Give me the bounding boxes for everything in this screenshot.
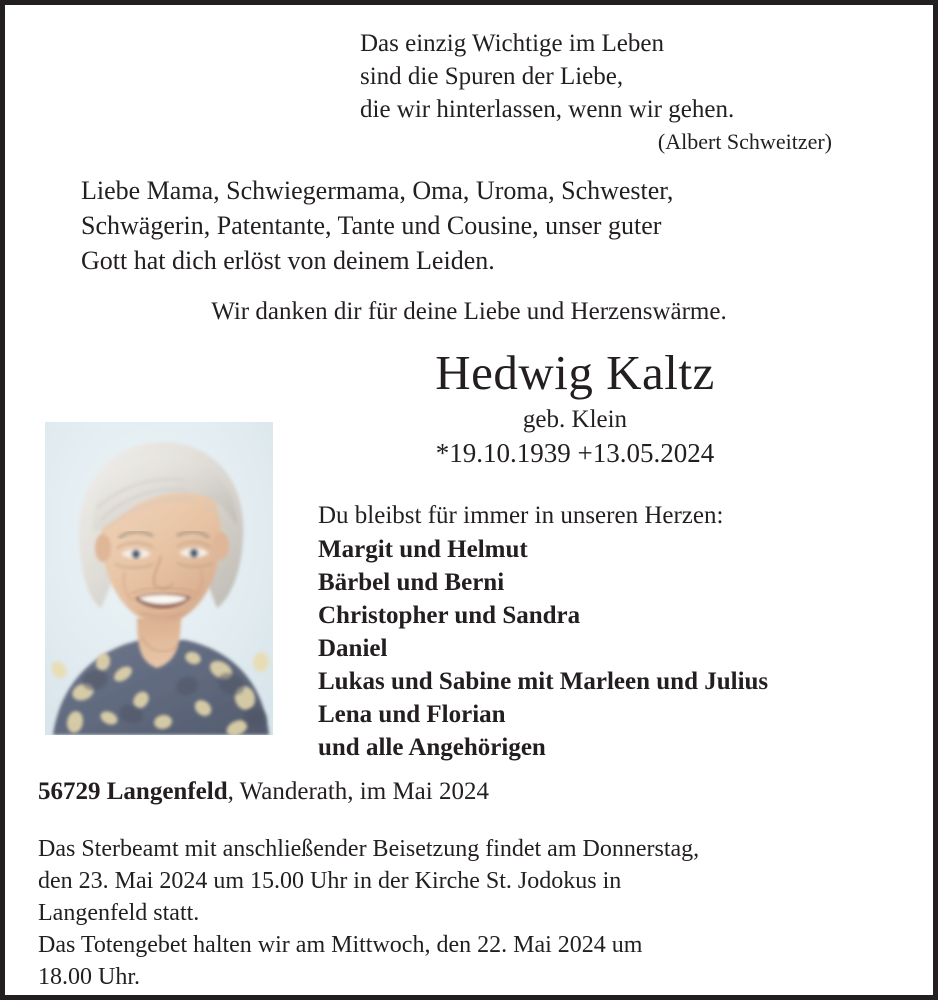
quote-line-3: die wir hinterlassen, wenn wir gehen. xyxy=(360,96,735,123)
salutation-line-1: Liebe Mama, Schwiegermama, Oma, Uroma, Schwester, xyxy=(81,176,674,205)
portrait-illustration xyxy=(45,422,273,735)
quote-line-1: Das einzig Wichtige im Leben xyxy=(360,30,664,57)
funeral-line-2: den 23. Mai 2024 um 15.00 Uhr in der Kirche St. Jodokus in xyxy=(38,868,622,894)
deceased-name-block xyxy=(305,345,845,470)
survivor-name: Christopher und Sandra xyxy=(318,602,581,629)
survivors-block xyxy=(318,499,928,764)
funeral-line-5: 18.00 Uhr. xyxy=(38,964,140,990)
quote-author: (Albert Schweitzer) xyxy=(657,129,832,154)
quote-line-2: sind die Spuren der Liebe, xyxy=(360,63,624,90)
thanks-line: Wir danken dir für deine Liebe und Herzenswärme. xyxy=(211,298,727,325)
survivor-name: Lukas und Sabine mit Marleen und Julius xyxy=(318,668,769,695)
deceased-maiden-name: geb. Klein xyxy=(522,406,628,433)
survivor-name: Daniel xyxy=(318,635,388,662)
place-line xyxy=(38,776,489,808)
deceased-life-dates: *19.10.1939 +13.05.2024 xyxy=(435,438,715,468)
portrait-photo xyxy=(45,422,273,735)
quote-block xyxy=(360,27,880,157)
salutation-line-2: Schwägerin, Patentante, Tante und Cousine, unser guter xyxy=(81,211,662,240)
salutation-line-3: Gott hat dich erlöst von deinem Leiden. xyxy=(81,246,495,275)
place-rest: , Wanderath, im Mai 2024 xyxy=(227,778,489,805)
survivor-name: Margit und Helmut xyxy=(318,536,528,563)
survivor-name: Bärbel und Berni xyxy=(318,569,505,596)
survivor-name: Lena und Florian xyxy=(318,701,506,728)
salutation-paragraph xyxy=(81,173,871,278)
funeral-line-4: Das Totengebet halten wir am Mittwoch, den 22. Mai 2024 um xyxy=(38,932,643,958)
funeral-line-1: Das Sterbeamt mit anschließender Beisetzung findet am Donnerstag, xyxy=(38,836,700,862)
funeral-details xyxy=(38,833,918,993)
survivor-name: und alle Angehörigen xyxy=(318,734,546,761)
survivors-intro: Du bleibst für immer in unseren Herzen: xyxy=(318,502,724,529)
place-postal-city: 56729 Langenfeld xyxy=(38,778,228,805)
deceased-name: Hedwig Kaltz xyxy=(435,345,715,400)
funeral-line-3: Langenfeld statt. xyxy=(38,900,200,926)
